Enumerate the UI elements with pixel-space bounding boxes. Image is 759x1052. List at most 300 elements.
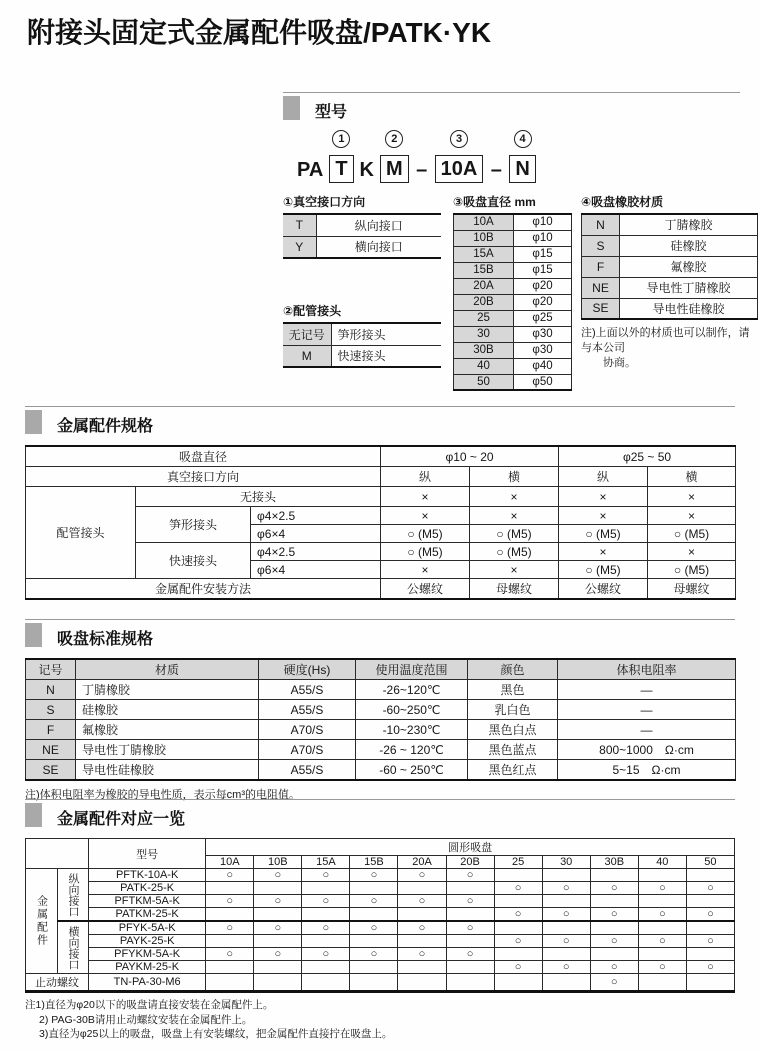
table-cell	[686, 948, 734, 961]
pipe-fitting-table	[283, 322, 441, 368]
model-part-number: 3	[450, 130, 468, 148]
table-cell	[494, 895, 542, 908]
table-row	[26, 869, 735, 882]
table-cell: F	[582, 256, 620, 277]
table-row	[26, 921, 735, 935]
table-cell: ○ (M5)	[559, 561, 648, 579]
table-cell	[302, 974, 350, 992]
table-cell: φ30	[514, 342, 572, 358]
model-part	[295, 132, 325, 183]
table-cell	[302, 908, 350, 922]
table-cell: 25	[454, 310, 514, 326]
table-cell: ○	[542, 935, 590, 948]
table-cell: -26~120℃	[356, 680, 468, 700]
table-row	[26, 760, 736, 781]
table-cell: ○	[638, 935, 686, 948]
model-part	[358, 132, 376, 183]
table-cell	[542, 869, 590, 882]
section-header-correspondence	[25, 799, 735, 829]
table-cell	[398, 908, 446, 922]
section-header-fitting-spec	[25, 406, 735, 436]
table-cell: A55/S	[259, 680, 356, 700]
table-cell	[302, 882, 350, 895]
fitting-spec-section	[25, 406, 735, 600]
table-cell: 导电性硅橡胶	[76, 760, 259, 781]
table-cell: PFTKM-5A-K	[89, 895, 206, 908]
section-marker-square	[283, 96, 300, 120]
model-part-code: N	[509, 155, 535, 183]
table-cell: ○	[638, 882, 686, 895]
note-line: 3)直径为φ25以上的吸盘，吸盘上有安装螺纹，把金属配件直接拧在吸盘上。	[39, 1028, 393, 1040]
table-cell: ○	[206, 895, 254, 908]
table-cell	[254, 935, 302, 948]
note-line: 注)上面以外的材质也可以制作，请与本公司	[581, 327, 750, 354]
table-cell: 横	[470, 467, 559, 487]
model-part-number-spacer	[487, 132, 505, 150]
table-row	[26, 680, 736, 700]
table-cell: 金属配件	[26, 869, 58, 974]
table-row	[454, 230, 572, 246]
table-cell: PATKM-25-K	[89, 908, 206, 922]
table-row	[454, 294, 572, 310]
table-cell	[494, 974, 542, 992]
legend-col-1	[283, 193, 445, 391]
table-cell: ○	[302, 948, 350, 961]
table-cell: -26 ~ 120℃	[356, 740, 468, 760]
section-title-fitting-spec: 金属配件规格	[57, 418, 154, 435]
table-cell: 硅橡胶	[620, 235, 758, 256]
table-row	[582, 214, 758, 235]
table-row	[26, 895, 735, 908]
table-cell	[302, 935, 350, 948]
table-cell: 20B	[446, 856, 494, 869]
table-cell: 圆形吸盘	[206, 839, 735, 856]
table-cell: 体积电阻率	[558, 659, 736, 680]
table-cell	[350, 961, 398, 974]
table-cell: PFYK-5A-K	[89, 921, 206, 935]
table-cell: 10A	[454, 214, 514, 230]
table-row	[26, 700, 736, 720]
table-cell: 40	[454, 358, 514, 374]
table-cell: -60 ~ 250℃	[356, 760, 468, 781]
note-line: 协商。	[603, 357, 636, 369]
table-cell: 吸盘直径	[26, 446, 381, 467]
model-number-diagram	[295, 130, 740, 183]
table-cell: ×	[381, 507, 470, 525]
table-cell: 横向接口	[58, 921, 89, 974]
table-cell: 50	[454, 374, 514, 390]
table-row	[26, 935, 735, 948]
table-cell: 金属配件安装方法	[26, 579, 381, 600]
table-cell: ○ (M5)	[381, 525, 470, 543]
table-cell: ×	[559, 487, 648, 507]
table-row	[26, 467, 736, 487]
table-cell: ○	[350, 921, 398, 935]
table-cell: 15B	[454, 262, 514, 278]
table-cell: ○ (M5)	[470, 543, 559, 561]
table-cell: ○	[686, 882, 734, 895]
table-cell: ○	[686, 908, 734, 922]
table-cell: ○	[542, 961, 590, 974]
table-cell: ×	[648, 507, 736, 525]
table-cell: 30B	[454, 342, 514, 358]
table-cell: ○	[350, 948, 398, 961]
table-row	[582, 298, 758, 319]
table-cell: 黑色白点	[468, 720, 558, 740]
model-part-number: 1	[332, 130, 350, 148]
table-cell: 快速接头	[136, 543, 251, 579]
table-cell: 氟橡胶	[76, 720, 259, 740]
table-cell: -10~230℃	[356, 720, 468, 740]
table-cell: N	[26, 680, 76, 700]
rubber-material-note	[581, 326, 759, 371]
model-part-code: PA	[297, 159, 324, 181]
table-row	[454, 246, 572, 262]
table-row	[26, 487, 736, 507]
table-row	[26, 882, 735, 895]
table-row	[26, 908, 735, 922]
table-cell: ○	[398, 921, 446, 935]
table-cell: ○	[254, 921, 302, 935]
table-cell: 颜色	[468, 659, 558, 680]
table-cell: 10B	[254, 856, 302, 869]
table-cell	[206, 935, 254, 948]
table-cell	[206, 908, 254, 922]
table-cell: ×	[381, 487, 470, 507]
table-cell: φ4×2.5	[251, 507, 381, 525]
table-cell: 导电性丁腈橡胶	[620, 277, 758, 298]
table-cell	[686, 921, 734, 935]
table-cell: 黑色蓝点	[468, 740, 558, 760]
table-cell: 快速接头	[331, 345, 441, 367]
table-cell: 母螺纹	[648, 579, 736, 600]
table-cell: A70/S	[259, 740, 356, 760]
table-cell: T	[283, 214, 316, 236]
model-part-code: –	[416, 159, 428, 181]
table-cell: ○	[590, 908, 638, 922]
table-cell	[350, 974, 398, 992]
table-cell: ○	[206, 869, 254, 882]
table-cell: 15B	[350, 856, 398, 869]
table-cell: φ30	[514, 326, 572, 342]
table-cell: 纵向接口	[316, 214, 441, 236]
model-part-number-spacer	[358, 132, 376, 150]
table-cell: 纵向接口	[58, 869, 89, 922]
model-part-code: K	[359, 159, 374, 181]
table-row	[26, 579, 736, 600]
table-cell	[686, 869, 734, 882]
table-cell: ○	[398, 869, 446, 882]
table-cell: φ15	[514, 262, 572, 278]
table-cell	[494, 869, 542, 882]
table-cell: S	[582, 235, 620, 256]
table-cell: ○ (M5)	[648, 561, 736, 579]
model-number-section	[283, 92, 750, 391]
table-cell: ○	[494, 961, 542, 974]
table-cell: 记号	[26, 659, 76, 680]
table-cell	[590, 869, 638, 882]
model-part-number-spacer	[301, 132, 319, 150]
table-cell: 横	[648, 467, 736, 487]
table-cell: PAYKM-25-K	[89, 961, 206, 974]
table-cell: PAYK-25-K	[89, 935, 206, 948]
table-cell	[254, 974, 302, 992]
table-cell: 30	[542, 856, 590, 869]
table-cell	[638, 895, 686, 908]
table-cell: ×	[559, 543, 648, 561]
table-cell: 纵	[381, 467, 470, 487]
table-cell: 30	[454, 326, 514, 342]
table-cell: ○	[590, 961, 638, 974]
section-title-pad-spec: 吸盘标准规格	[57, 631, 154, 648]
table-row	[283, 214, 441, 236]
fitting-spec-table	[25, 445, 736, 600]
table-cell: 硅橡胶	[76, 700, 259, 720]
table-cell: ○	[254, 948, 302, 961]
table-cell: 15A	[454, 246, 514, 262]
model-part	[329, 130, 353, 183]
section-header-model	[283, 92, 740, 122]
table-row	[454, 278, 572, 294]
section-title-correspondence: 金属配件对应一览	[57, 811, 186, 828]
legend-title-rubber-material: ④吸盘橡胶材质	[581, 195, 664, 209]
table-cell	[206, 974, 254, 992]
table-row	[283, 345, 441, 367]
model-part-code: T	[329, 155, 353, 183]
table-cell: A55/S	[259, 760, 356, 781]
table-cell: F	[26, 720, 76, 740]
table-row	[454, 262, 572, 278]
model-part-number: 2	[385, 130, 403, 148]
table-cell: ×	[470, 561, 559, 579]
table-cell	[542, 948, 590, 961]
table-cell	[686, 895, 734, 908]
table-cell: ○	[206, 921, 254, 935]
table-cell: ×	[648, 487, 736, 507]
model-part-code: 10A	[435, 155, 484, 183]
table-row	[582, 256, 758, 277]
table-cell: ○ (M5)	[559, 525, 648, 543]
table-row	[26, 839, 735, 856]
table-cell: PFTK-10A-K	[89, 869, 206, 882]
table-cell	[254, 908, 302, 922]
rubber-material-table	[581, 213, 758, 320]
table-cell: 10A	[206, 856, 254, 869]
model-part	[487, 132, 505, 183]
table-row	[582, 277, 758, 298]
table-cell	[542, 921, 590, 935]
table-cell: ×	[648, 543, 736, 561]
table-cell: PATK-25-K	[89, 882, 206, 895]
model-part-number-spacer	[413, 132, 431, 150]
table-cell: 导电性硅橡胶	[620, 298, 758, 319]
table-cell: S	[26, 700, 76, 720]
model-part	[509, 130, 535, 183]
table-cell: 丁腈橡胶	[620, 214, 758, 235]
table-cell	[638, 921, 686, 935]
vacuum-direction-table	[283, 213, 441, 259]
model-part	[413, 132, 431, 183]
table-row	[454, 374, 572, 390]
spacer	[283, 259, 445, 302]
table-cell: M	[283, 345, 331, 367]
table-cell: 乳白色	[468, 700, 558, 720]
table-cell: 硬度(Hs)	[259, 659, 356, 680]
table-row	[454, 310, 572, 326]
table-cell: 丁腈橡胶	[76, 680, 259, 700]
table-cell: ○	[638, 961, 686, 974]
correspondence-table	[25, 838, 735, 993]
table-cell: φ20	[514, 294, 572, 310]
correspondence-section	[25, 799, 735, 1042]
table-cell	[494, 921, 542, 935]
table-cell: ○	[590, 974, 638, 992]
model-part-code: M	[380, 155, 409, 183]
table-row	[26, 974, 735, 992]
table-cell	[446, 961, 494, 974]
table-cell: φ25 ~ 50	[559, 446, 736, 467]
table-cell: 型号	[89, 839, 206, 869]
table-cell	[206, 882, 254, 895]
table-cell	[254, 882, 302, 895]
table-cell: 母螺纹	[470, 579, 559, 600]
model-part	[380, 130, 409, 183]
table-cell: φ50	[514, 374, 572, 390]
table-cell: ○ (M5)	[381, 543, 470, 561]
table-cell: 真空接口方向	[26, 467, 381, 487]
table-cell: ○	[446, 921, 494, 935]
pad-spec-note: 注)体积电阻率为橡胶的导电性质，表示每cm³的电阻值。	[25, 789, 300, 801]
table-cell	[494, 948, 542, 961]
table-cell	[638, 869, 686, 882]
table-cell: ○	[542, 882, 590, 895]
page-title: 附接头固定式金属配件吸盘/PATK·YK	[27, 17, 492, 48]
table-row	[454, 326, 572, 342]
table-cell: φ6×4	[251, 561, 381, 579]
table-cell	[398, 882, 446, 895]
table-cell: —	[558, 700, 736, 720]
legend-col-2	[453, 193, 573, 391]
table-cell: PFYKM-5A-K	[89, 948, 206, 961]
table-row	[283, 323, 441, 345]
legend-title-pad-diameter: ③吸盘直径 mm	[453, 195, 536, 209]
table-cell	[350, 908, 398, 922]
table-cell: SE	[26, 760, 76, 781]
table-cell: ○	[206, 948, 254, 961]
table-cell: φ10 ~ 20	[381, 446, 559, 467]
table-cell: 无接头	[136, 487, 381, 507]
table-cell	[398, 935, 446, 948]
table-cell	[590, 948, 638, 961]
table-cell: φ15	[514, 246, 572, 262]
table-cell: 50	[686, 856, 734, 869]
section-marker-square	[25, 410, 42, 434]
table-row	[26, 446, 736, 467]
table-cell: ○	[398, 895, 446, 908]
table-cell: ○	[302, 895, 350, 908]
table-cell	[542, 895, 590, 908]
table-cell	[398, 974, 446, 992]
legend-tables-row	[283, 193, 750, 391]
table-cell: 笋形接头	[136, 507, 251, 543]
table-cell: 800~1000 Ω·cm	[558, 740, 736, 760]
table-cell: ○	[494, 882, 542, 895]
table-cell: 20A	[398, 856, 446, 869]
table-row	[26, 948, 735, 961]
table-cell: ○	[542, 908, 590, 922]
table-cell: 15A	[302, 856, 350, 869]
section-marker-square	[25, 623, 42, 647]
table-cell: A55/S	[259, 700, 356, 720]
table-cell: ×	[470, 507, 559, 525]
table-row	[582, 235, 758, 256]
table-cell: ○	[494, 908, 542, 922]
table-cell	[638, 974, 686, 992]
table-cell: 40	[638, 856, 686, 869]
table-cell: ×	[559, 507, 648, 525]
table-cell: ○	[638, 908, 686, 922]
table-row	[454, 358, 572, 374]
table-cell	[446, 974, 494, 992]
pad-diameter-table	[453, 213, 572, 391]
legend-col-3	[581, 193, 759, 391]
table-cell: 公螺纹	[381, 579, 470, 600]
table-cell: ○	[446, 895, 494, 908]
table-cell	[302, 961, 350, 974]
table-cell: φ20	[514, 278, 572, 294]
pad-spec-table	[25, 658, 736, 781]
table-cell: 5~15 Ω·cm	[558, 760, 736, 781]
table-cell: 材质	[76, 659, 259, 680]
table-cell: ○	[302, 921, 350, 935]
table-cell	[638, 948, 686, 961]
table-cell: 30B	[590, 856, 638, 869]
table-cell: ○	[590, 882, 638, 895]
correspondence-notes	[25, 998, 735, 1042]
table-cell: φ25	[514, 310, 572, 326]
table-cell: φ10	[514, 230, 572, 246]
table-cell: ○	[254, 895, 302, 908]
note-line: 2) PAG-30B请用止动螺纹安装在金属配件上。	[39, 1013, 253, 1026]
table-cell: ○ (M5)	[648, 525, 736, 543]
table-cell: ○ (M5)	[470, 525, 559, 543]
table-cell: φ4×2.5	[251, 543, 381, 561]
table-cell: NE	[26, 740, 76, 760]
table-cell: ○	[446, 869, 494, 882]
table-cell: ○	[494, 935, 542, 948]
table-cell: -60~250℃	[356, 700, 468, 720]
table-cell	[350, 882, 398, 895]
table-cell: φ10	[514, 214, 572, 230]
table-cell: ○	[686, 961, 734, 974]
table-cell: ×	[470, 487, 559, 507]
table-cell: φ6×4	[251, 525, 381, 543]
table-row	[454, 214, 572, 230]
table-cell: A70/S	[259, 720, 356, 740]
table-cell	[350, 935, 398, 948]
table-cell: ○	[590, 935, 638, 948]
table-cell: ○	[686, 935, 734, 948]
table-cell: ○	[350, 895, 398, 908]
section-header-pad-spec	[25, 619, 735, 649]
table-cell	[254, 961, 302, 974]
table-cell: TN-PA-30-M6	[89, 974, 206, 992]
table-cell: ○	[350, 869, 398, 882]
table-cell: 公螺纹	[559, 579, 648, 600]
table-cell	[590, 895, 638, 908]
table-cell	[446, 935, 494, 948]
table-cell: 配管接头	[26, 487, 136, 579]
